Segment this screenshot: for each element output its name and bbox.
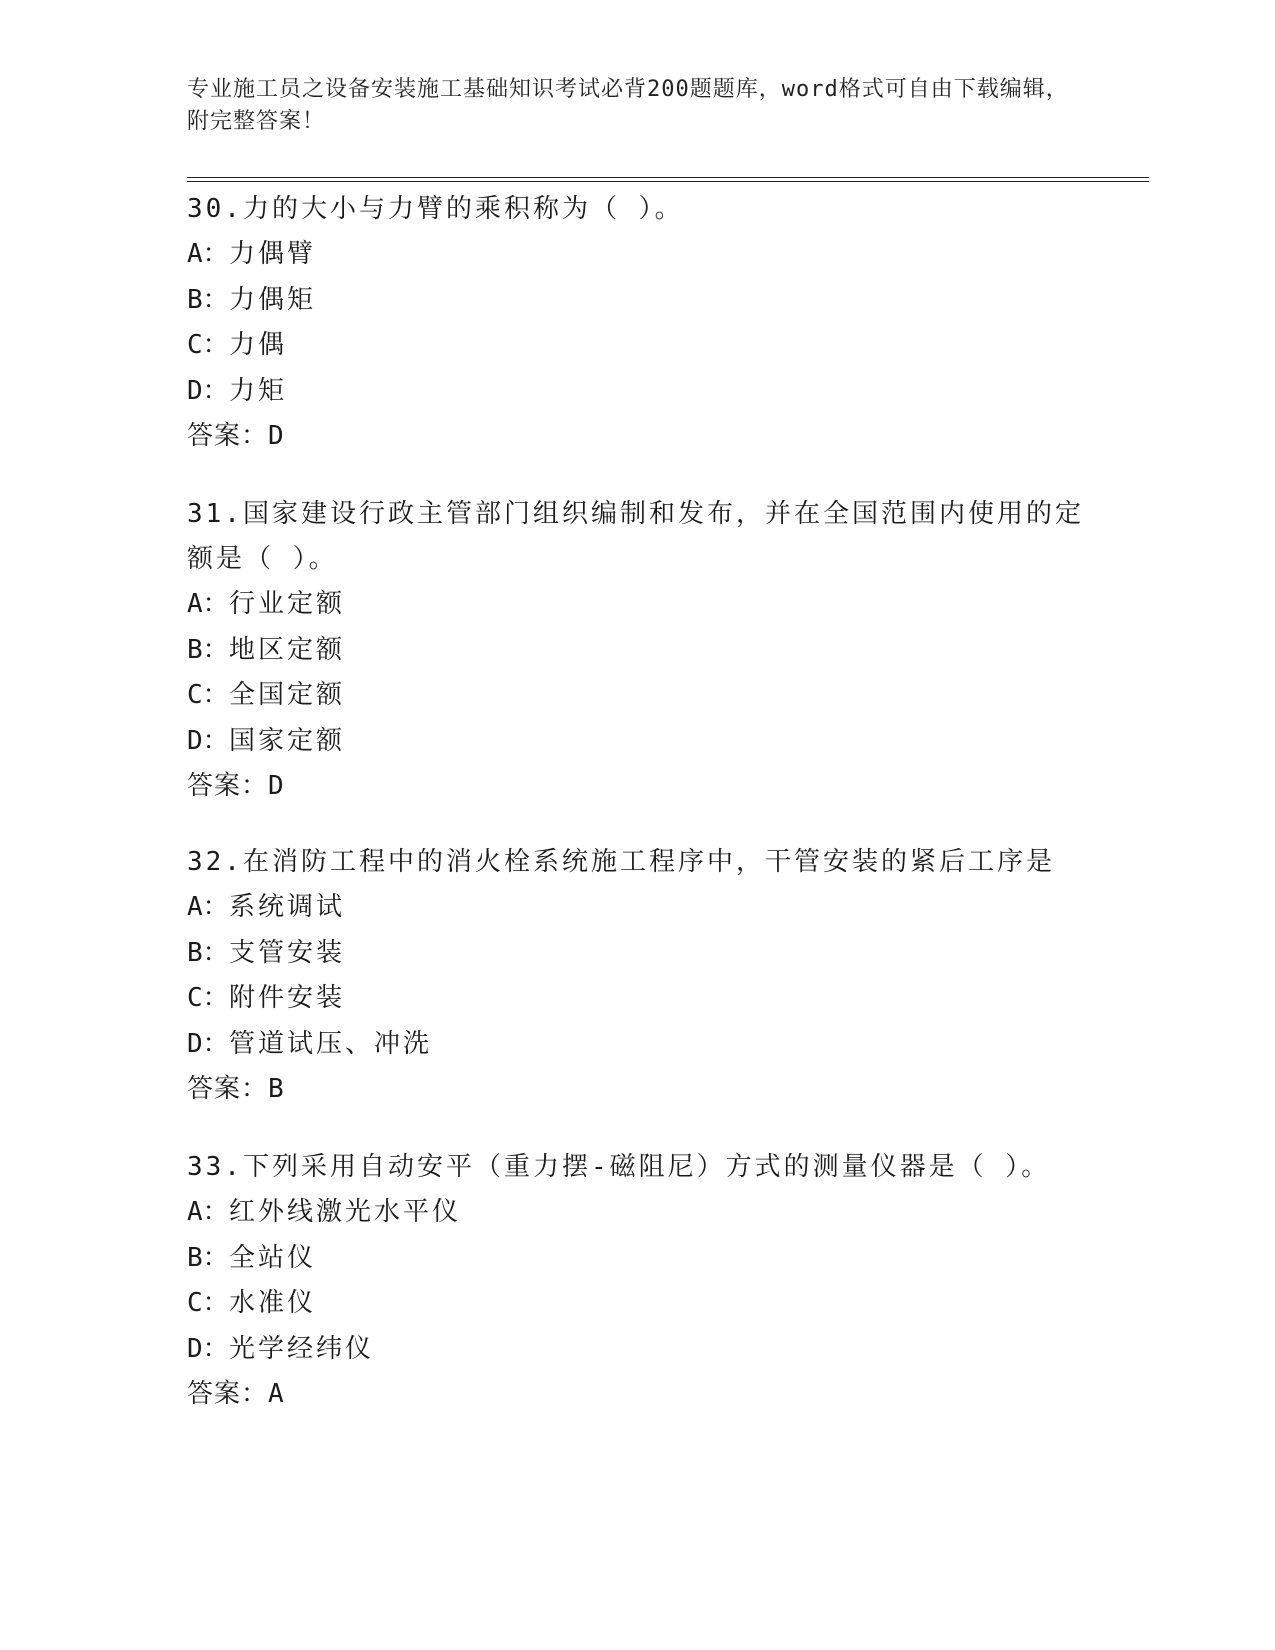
answer-label: 答案：: [187, 1074, 269, 1104]
option-key: A：: [187, 892, 229, 922]
question-stem: 32.在消防工程中的消火栓系统施工程序中，干管安装的紧后工序是: [187, 847, 1055, 877]
option-key: C：: [187, 1288, 229, 1318]
answer-value: D: [268, 421, 285, 451]
header-rule-top: [187, 177, 1149, 178]
option-text: 光学经纬仪: [229, 1333, 375, 1364]
option-text: 地区定额: [229, 634, 346, 665]
option-key: A：: [187, 589, 229, 619]
option-text: 国家定额: [229, 725, 346, 756]
option-c: [187, 673, 1087, 719]
option-key: D：: [187, 1028, 229, 1059]
option-d: [187, 719, 1087, 765]
answer-value: B: [268, 1074, 285, 1104]
header-rule-bottom: [187, 181, 1149, 182]
option-a: [187, 1190, 1087, 1236]
answer-label: 答案：: [187, 421, 269, 451]
question-31: [187, 492, 1087, 809]
question-32: [187, 840, 1087, 1112]
answer-label: 答案：: [187, 771, 269, 801]
option-text: 力偶矩: [229, 284, 317, 315]
option-text: 行业定额: [229, 589, 346, 619]
option-key: C：: [187, 330, 229, 360]
option-d: [187, 1022, 1087, 1068]
question-30: [187, 187, 1087, 459]
option-text: 力矩: [229, 375, 288, 406]
question-stem: 30.力的大小与力臂的乘积称为（ ）。: [187, 194, 684, 224]
option-key: A：: [187, 1197, 229, 1227]
answer-value: D: [268, 771, 285, 801]
question-33: [187, 1145, 1087, 1417]
question-stem: 31.国家建设行政主管部门组织编制和发布，并在全国范围内使用的定额是（ ）。: [187, 499, 1084, 574]
option-key: D：: [187, 725, 229, 756]
option-text: 力偶臂: [229, 239, 317, 269]
option-key: A：: [187, 239, 229, 269]
option-b: [187, 278, 1087, 324]
option-key: D：: [187, 1333, 229, 1364]
option-text: 管道试压、冲洗: [229, 1028, 433, 1059]
answer-line: [187, 764, 1087, 809]
option-key: B：: [187, 634, 229, 665]
option-a: [187, 885, 1087, 931]
option-key: C：: [187, 983, 229, 1013]
answer-line: [187, 1372, 1087, 1417]
option-d: [187, 369, 1087, 415]
option-b: [187, 628, 1087, 674]
option-b: [187, 931, 1087, 977]
option-b: [187, 1236, 1087, 1282]
option-text: 红外线激光水平仪: [229, 1197, 462, 1227]
answer-value: A: [268, 1379, 285, 1409]
option-text: 支管安装: [229, 937, 346, 968]
option-c: [187, 1281, 1087, 1327]
option-text: 水准仪: [229, 1288, 317, 1318]
option-key: B：: [187, 1242, 229, 1273]
answer-line: [187, 414, 1087, 459]
option-key: B：: [187, 937, 229, 968]
option-d: [187, 1327, 1087, 1373]
option-text: 系统调试: [229, 892, 346, 922]
option-a: [187, 232, 1087, 278]
option-key: C：: [187, 680, 229, 710]
option-text: 力偶: [229, 330, 288, 360]
option-a: [187, 582, 1087, 628]
question-stem: 33.下列采用自动安平（重力摆-磁阻尼）方式的测量仪器是（ ）。: [187, 1152, 1051, 1182]
option-text: 全站仪: [229, 1242, 317, 1273]
option-text: 附件安装: [229, 983, 346, 1013]
answer-label: 答案：: [187, 1379, 269, 1409]
option-c: [187, 976, 1087, 1022]
option-key: D：: [187, 375, 229, 406]
answer-line: [187, 1067, 1087, 1112]
document-header: 专业施工员之设备安装施工基础知识考试必背200题题库，word格式可自由下载编辑，附完整答案！: [187, 77, 1069, 134]
option-key: B：: [187, 284, 229, 315]
option-c: [187, 323, 1087, 369]
option-text: 全国定额: [229, 680, 346, 710]
